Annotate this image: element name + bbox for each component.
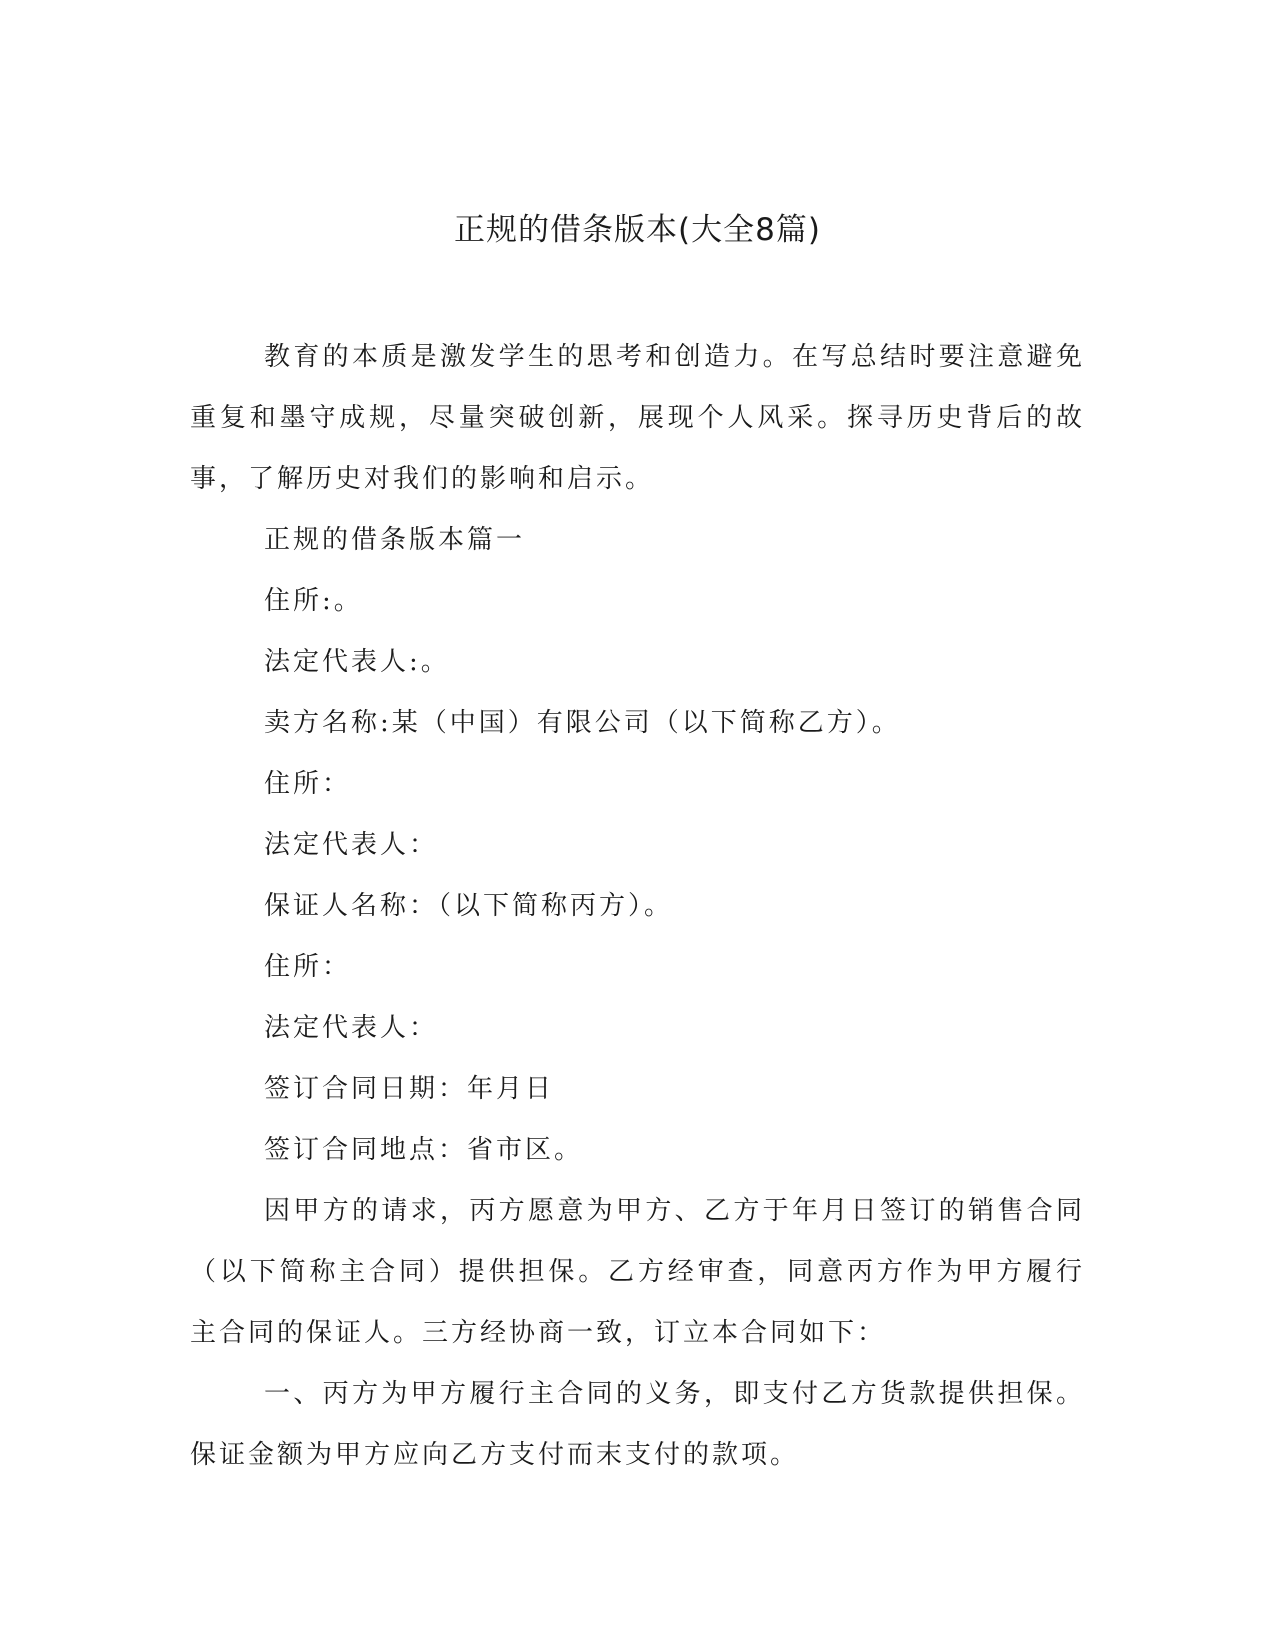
- buyer-address-line: 住所:。: [264, 586, 363, 616]
- seller-name-line: 卖方名称:某（中国）有限公司（以下简称乙方）。: [264, 708, 901, 738]
- preamble-paragraph: 因甲方的请求，丙方愿意为甲方、乙方于年月日签订的销售合同（以下简称主合同）提供担保。乙方经审查，同意丙方作为甲方履行主合同的保证人。三方经协商一致，订立本合同如下：: [190, 1196, 1085, 1348]
- contract-place-line: 签订合同地点：省市区。: [264, 1135, 584, 1165]
- seller-address-line: 住所：: [264, 769, 352, 799]
- document-title: 正规的借条版本(大全8篇): [454, 212, 821, 248]
- seller-representative-line: 法定代表人：: [264, 830, 439, 860]
- guarantor-address-line: 住所：: [264, 952, 352, 982]
- contract-date-line: 签订合同日期：年月日: [264, 1074, 555, 1104]
- guarantor-name-line: 保证人名称：（以下简称丙方）。: [264, 891, 674, 921]
- guarantor-representative-line: 法定代表人：: [264, 1013, 439, 1043]
- buyer-representative-line: 法定代表人:。: [264, 647, 450, 677]
- section-heading: 正规的借条版本篇一: [264, 525, 526, 555]
- document-body: [190, 327, 1085, 1486]
- clause-one-paragraph: 一、丙方为甲方履行主合同的义务，即支付乙方货款提供担保。保证金额为甲方应向乙方支付而末支付的款项。: [190, 1379, 1085, 1470]
- intro-paragraph: 教育的本质是激发学生的思考和创造力。在写总结时要注意避免重复和墨守成规，尽量突破创新，展现个人风采。探寻历史背后的故事，了解历史对我们的影响和启示。: [190, 342, 1085, 494]
